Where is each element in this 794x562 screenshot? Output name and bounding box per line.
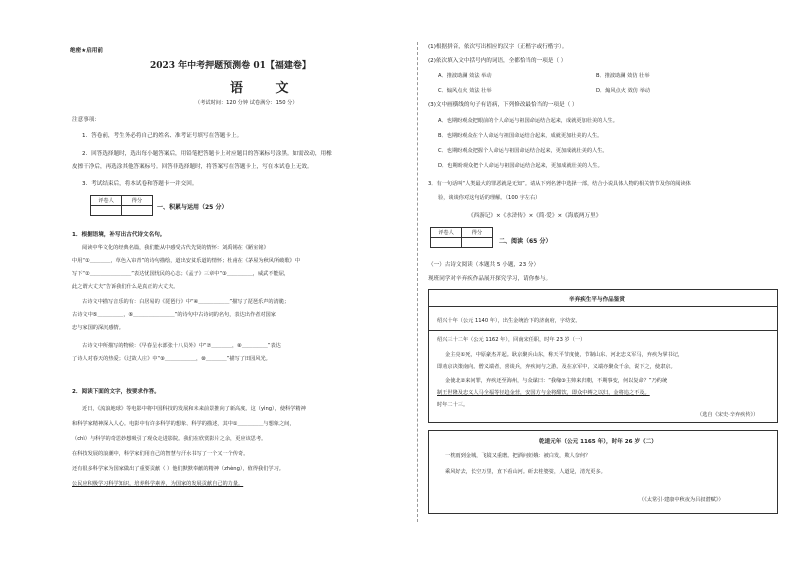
q1-line-9: 了诗人对春天的热爱；《过故人庄》中“⑨＿＿＿＿＿＿，⑩＿＿＿＿”描写了田园风光。 (72, 356, 271, 362)
grader-label-2: 评卷人 (431, 228, 462, 238)
secret-mark: 绝密★启用前 (70, 48, 103, 54)
biography-box (428, 289, 778, 423)
section1-heading: 一、积累与运用（25 分） (157, 204, 228, 211)
notes-heading: 注意事项： (72, 117, 100, 123)
q2-3: (3)文中画横线的句子有语病，下列修改最恰当的一项是（ ） (428, 102, 578, 108)
q2-3-opt-a[interactable]: A．也期盼观众把眼前的个人命运与祖国命运结合起来，成就更加壮美的人生。 (438, 118, 618, 124)
q2-1: (1)根据拼音，依次写出相应的汉字（正楷字或行楷字）。 (428, 44, 568, 50)
q2-2-opt-d[interactable]: D．煽风点火 效仿 举动 (596, 88, 650, 94)
section2-heading: 二、阅读（65 分） (499, 238, 552, 245)
poem-box (428, 430, 778, 514)
box1-title: 辛弃疾生平与作品鉴赏 (569, 297, 625, 303)
score-cell-2[interactable] (462, 238, 493, 248)
grader-label: 评卷人 (91, 196, 122, 206)
q2-line-6: 公民应积极学习科学知识，培养科学素养，为国家的发展贡献自己的力量。 (72, 481, 244, 487)
exam-info: （考试时间：120 分钟 试卷满分：150 分） (195, 100, 298, 106)
box1-passage-5: 时年二十三。 (437, 402, 469, 408)
q3-text: 3．有一句话叫“人类最大的罪恶就是无知”。请从下列名著中选择一部，结合小说具体人物的相关情节及你的阅读体 (428, 181, 691, 187)
box1-passage-4: 制王世隆及忠义人马全福等径趋金营，安国方与金将酣饮，即众中缚之以归，金将追之不及。 (437, 390, 650, 396)
q1-line-6: 古诗文中⑤＿＿＿＿＿，⑥＿＿＿＿＿＿＿＿”的诗句中古诗词的名句，表达出作者对国家 (72, 312, 276, 318)
q2-line-4: 在科技发展的浪潮中，科学家们用自己的智慧与汗水书写了一个又一个传奇。 (72, 451, 249, 457)
q1-line-4: 此之谓大丈夫”告诉我们什么是真正的大丈夫。 (72, 284, 179, 290)
box1-line1: 绍兴十年（公元 1140 年），出生金统治下的济南府，字幼安。 (437, 318, 581, 324)
box2-source: （《太常引·建康中秋夜为吕叔潜赋》） (639, 497, 724, 503)
box1-divider-2 (429, 330, 777, 331)
score-table-2 (430, 227, 493, 248)
q2-line-1: 近日，《流浪地球》等电影中将中国科技的发展和未来前景推向了新高度。这（yìng），使科学精神 (82, 406, 306, 412)
part1-heading: （一）古诗文阅读（本题共 5 小题，23 分） (428, 262, 540, 268)
box1-passage-2: 即劝京决策南向。僧义端者，喜谈兵，弃疾间与之游。及在京军中，义端亦聚众千余，说下之，使隶京。 (437, 364, 676, 370)
box1-source: （选自《宋史·辛弃疾传》） (697, 412, 759, 418)
box2-title: 乾道元年（公元 1165 年），时年 26 岁（二） (539, 439, 657, 445)
q2-2-opt-a[interactable]: A．推波助澜 效法 举动 (438, 73, 492, 79)
grader-cell[interactable] (91, 206, 122, 216)
note-2b: 皮擦干净后，再选涂其他答案标号。回答非选择题时，将答案写在答题卡上，写在本试卷上无效。 (72, 164, 313, 170)
q2-3-opt-d[interactable]: D．也期盼观众把个人命运与祖国命运结合起来，更加成就壮美的人生。 (438, 163, 603, 169)
score-cell[interactable] (122, 206, 153, 216)
q1-line-7: 忠与家国的深沉感情。 (72, 325, 124, 331)
box1-passage-1: 金主亮①死，中原豪杰并起。耿京聚兵山东，称天平节度使，节制山东、河北忠义军马，弃疾为掌书记， (445, 352, 684, 358)
right-page (404, 0, 794, 562)
score-table-1 (90, 195, 153, 216)
poem-line-1: 一枕雨到金城，飞镜又重磨。把酒问姮娥：被白发，欺人奈何？ (445, 453, 591, 459)
q2-2-opt-c[interactable]: C．煽风点火 效法 壮举 (438, 88, 492, 94)
q1-line-5: 古诗文中描写音乐的有：白居易的《琵琶行》中“④＿＿＿＿＿＿”描写了琵琶乐声的清脆； (82, 299, 290, 305)
box1-passage-3: 金使北②来问罪，弃疾还至海州，与众谋曰：“我缘③主帅来归朝，不期事变，何以复命？”乃约统 (445, 378, 668, 384)
q1-line-8: 古诗文中所描写的物候：《早春呈水部张十八员外》中“⑦＿＿＿＿，⑧＿＿＿＿＿”表达 (82, 343, 281, 349)
score-label-2: 得分 (462, 228, 493, 238)
poem-line-2: 乘风好去，长空万里，直下看山河。斫去桂婆娑，人道是，清光更多。 (445, 469, 606, 475)
q2-2: (2)依次填入文中括号内的词语，全都恰当的一项是（ ） (428, 58, 567, 64)
subject-title: 语 文 (230, 81, 303, 96)
box1-divider (429, 306, 777, 307)
part1-intro: 现班同学对辛弃疾作品展开探究学习，请你参与。 (428, 276, 552, 282)
book-list: 《西游记》×《水浒传》×《简·爱》×《海底两万里》 (468, 213, 602, 219)
q2-heading: 2．阅读下面的文字，按要求作答。 (72, 389, 160, 395)
q2-line-5: 还有很多科学家为国家做出了重要贡献（ ）他们默默奉献的精神（zhèng），值得我们学习。 (72, 466, 284, 472)
q2-line-2: 和科学家精神深入人心。电影中有许多科学的想象、科学的描述，其中①＿＿＿＿＿与想象之间， (72, 421, 295, 427)
note-2: 2．回答选择题时，选出每小题答案后，用铅笔把答题卡上对应题目的答案标号涂黑。如需改动，用橡 (82, 151, 332, 157)
exam-title: 2023 年中考押题预测卷 01【福建卷】 (150, 61, 311, 71)
q2-2-opt-b[interactable]: B．推波助澜 效仿 壮举 (596, 73, 650, 79)
note-3: 3．考试结束后，将本试卷和答题卡一并交回。 (82, 181, 198, 187)
note-1: 1．答卷前，考生务必将自己的姓名、准考证号填写在答题卡上。 (82, 133, 243, 139)
q2-3-opt-c[interactable]: C．也期盼观众把握个人命运与祖国命运结合起来，更加成就壮美的人生。 (438, 148, 608, 154)
q1-heading: 1．根据语境，补写出古代诗文名句。 (72, 232, 166, 238)
q1-line-3: 写下“②＿＿＿＿＿＿＿＿”表达忧国忧民的心志；《孟子》三章中“③＿＿＿＿＿，威武不能屈， (72, 271, 290, 277)
score-label: 得分 (122, 196, 153, 206)
q3-text-b: 验，谈谈你对这句话的理解。（100 字左右） (438, 195, 541, 201)
box1-line2: 绍兴三十二年（公元 1162 年），回南宋任职，时年 23 岁（一） (437, 337, 586, 343)
q1-line-1: 阅读中华文化的经典名篇，我们能从中感受古代先贤的情怀：刘禹锡在《陋室铭》 (82, 245, 269, 251)
grader-cell-2[interactable] (431, 238, 462, 248)
q1-line-2: 中用“①＿＿＿＿，草色入帘青”的诗句描绘，道出安贫乐道的情怀；杜甫在《茅屋为秋风所破歌》中 (72, 258, 300, 264)
q2-line-3: （chì）与科学的奇思妙想吸引了观众走进影院。我们在欣赏影片之余，更应该思考。 (72, 436, 267, 442)
q2-3-opt-b[interactable]: B．也期盼观众在个人命运与祖国命运结合起来，成就更加壮美的人生。 (438, 133, 603, 139)
